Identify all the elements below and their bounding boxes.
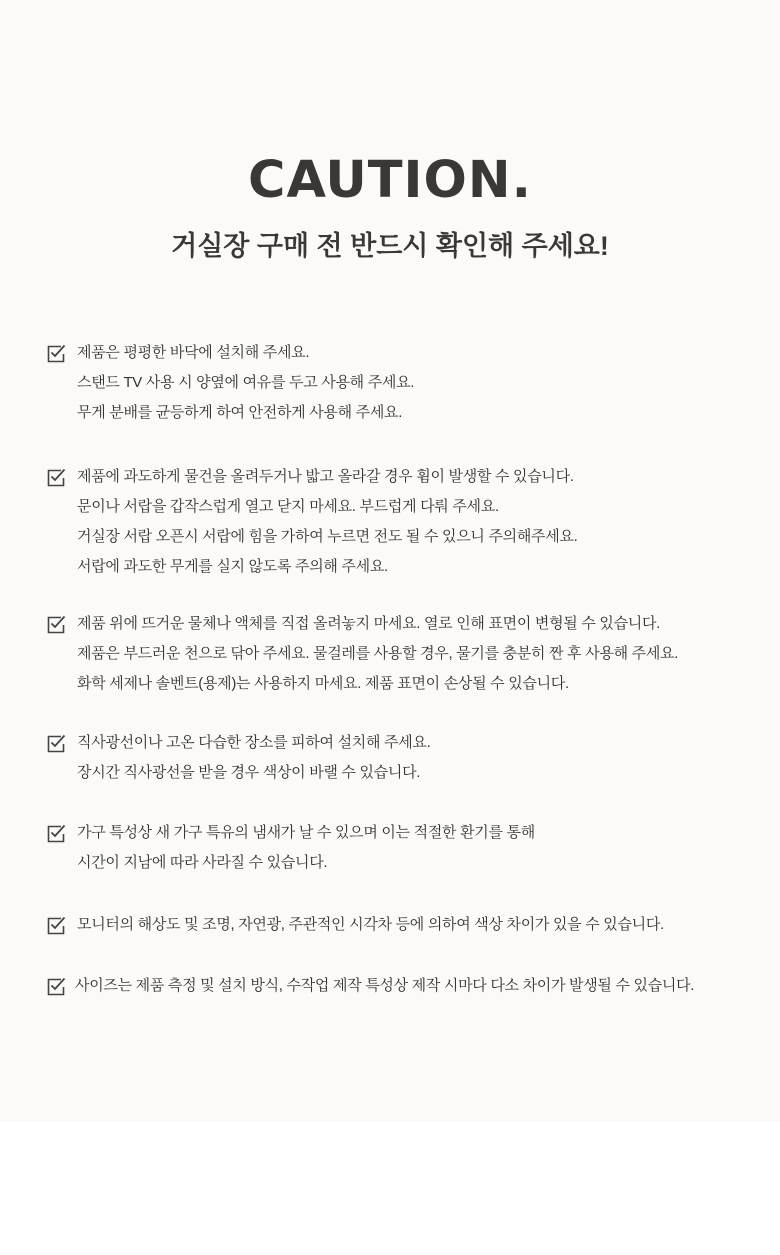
checkbox-check-icon	[46, 977, 66, 997]
caution-text-line: 스탠드 TV 사용 시 양옆에 여유를 두고 사용해 주세요.	[77, 374, 415, 391]
caution-text-line: 화학 세제나 솔벤트(용제)는 사용하지 마세요. 제품 표면이 손상될 수 있습니다.	[77, 675, 569, 692]
caution-text-line: 모니터의 해상도 및 조명, 자연광, 주관적인 시각차 등에 의하여 색상 차이가 있을 수 있습니다.	[77, 916, 664, 933]
caution-text-line: 무게 분배를 균등하게 하여 안전하게 사용해 주세요.	[77, 404, 403, 421]
caution-text-line: 서랍에 과도한 무게를 실지 않도록 주의해 주세요.	[77, 558, 388, 575]
checkbox-check-icon	[46, 734, 66, 754]
caution-text-line: 가구 특성상 새 가구 특유의 냄새가 날 수 있으며 이는 적절한 환기를 통해	[77, 824, 535, 841]
checkbox-check-icon	[46, 344, 66, 364]
checkbox-check-icon	[46, 916, 66, 936]
caution-text-line: 장시간 직사광선을 받을 경우 색상이 바랠 수 있습니다.	[77, 764, 421, 781]
checkbox-check-icon	[46, 468, 66, 488]
caution-text-line: 제품에 과도하게 물건을 올려두거나 밟고 올라갈 경우 휨이 발생할 수 있습니다.	[77, 468, 574, 485]
caution-text-line: 사이즈는 제품 측정 및 설치 방식, 수작업 제작 특성상 제작 시마다 다소 차이가 발생될 수 있습니다.	[75, 977, 695, 994]
caution-text-line: 문이나 서랍을 갑작스럽게 열고 닫지 마세요. 부드럽게 다뤄 주세요.	[77, 498, 499, 515]
caution-subtitle: 거실장 구매 전 반드시 확인해 주세요!	[171, 231, 609, 261]
caution-text-line: 직사광선이나 고온 다습한 장소를 피하여 설치해 주세요.	[77, 734, 431, 751]
caution-title: CAUTION.	[248, 151, 532, 210]
caution-text-line: 제품 위에 뜨거운 물체나 액체를 직접 올려놓지 마세요. 열로 인해 표면이 변형될 수 있습니다.	[77, 615, 661, 632]
caution-text-line: 제품은 평평한 바닥에 설치해 주세요.	[77, 344, 310, 361]
checkbox-check-icon	[46, 615, 66, 635]
caution-text-line: 제품은 부드러운 천으로 닦아 주세요. 물걸레를 사용할 경우, 물기를 충분히 짠 후 사용해 주세요.	[77, 645, 679, 662]
caution-text-line: 거실장 서랍 오픈시 서랍에 힘을 가하여 누르면 전도 될 수 있으니 주의해주세요.	[77, 528, 578, 545]
checkbox-check-icon	[46, 824, 66, 844]
caution-text-line: 시간이 지남에 따라 사라질 수 있습니다.	[77, 854, 328, 871]
